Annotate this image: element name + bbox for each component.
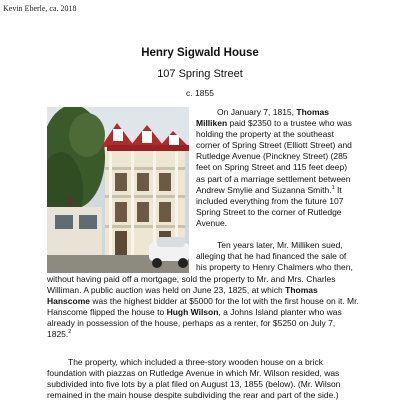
footnote-ref[interactable]: 2 [68, 329, 72, 336]
p2-text: without having paid off a mortgage, sold the property to Mr. and Mrs. Charles Williman. A public auction was held on June 23, 1825, at which [47, 274, 336, 296]
p1-text: It included everything from the future 107 Spring Street to the corner of Rutledge Avenue. [196, 184, 344, 228]
house-photo [47, 107, 189, 273]
house-photo-image [47, 107, 189, 273]
document-title: Henry Sigwald House [141, 47, 259, 59]
p2-text: Ten years later, Mr. Milliken sued, alleging that he had financed the sale of his property to Henry Chalmers who then, [196, 240, 353, 273]
paragraph-2-start [196, 240, 358, 273]
author-credit: Kevin Eberle, ca. 2018 [3, 4, 77, 13]
document-address: 107 Spring Street [157, 68, 243, 80]
footnote-ref[interactable]: 1 [331, 184, 335, 191]
paragraph-3 [47, 357, 359, 401]
name-thomas-milliken: Thomas Milliken [196, 107, 329, 129]
p2-text: , a Johns Island planter who was already in possession of the house, perhaps as a renter, for $5250 on July 7, 1825. [47, 307, 342, 340]
paragraph-1 [196, 107, 358, 229]
p1-text: On January 7, 1815, [217, 107, 297, 117]
p1-text: paid $2350 to a trustee who was holding the property at the southeast corner of Spring Street (Elliott Street) and Rutledge Avenue (Pinckney Street) (285 feet on Spring Street and 115 feet deep) as part of a marriage settlement between Andrew Smylie and Suzanna Smith. [196, 118, 352, 195]
paragraph-2-continued [47, 274, 359, 341]
p2-text: was the highest bidder at $5000 for the lot with the first house on it. Mr. Hanscome flipped the house to [47, 296, 359, 318]
name-thomas-hanscome: Thomas Hanscome [47, 285, 318, 307]
document-date: c. 1855 [186, 88, 214, 98]
p3-text: The property, which included a three-story wooden house on a brick foundation with piazzas on Rutledge Avenue in which Mr. Wilson resided, was subdivided into five lots by a plat filed on August 13, 1855 (below). (Mr. Wilson remained in the main house despite subdividing the rear and part of the side.) [47, 357, 341, 401]
name-hugh-wilson: Hugh Wilson [166, 307, 219, 318]
